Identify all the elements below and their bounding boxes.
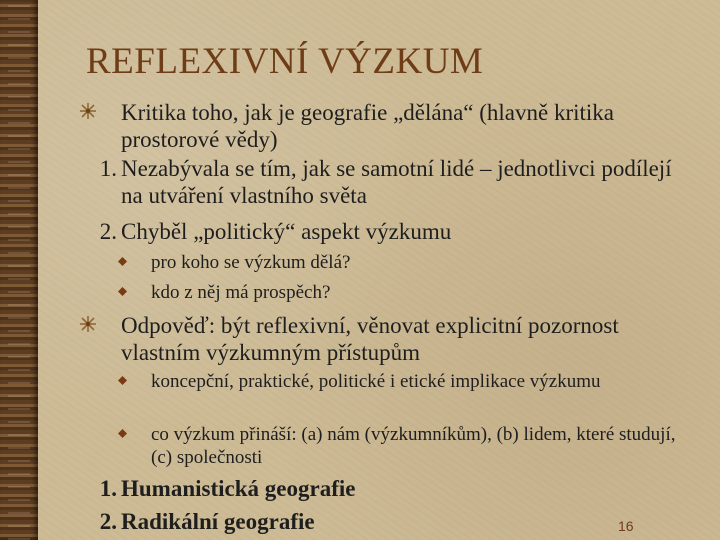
numbered-item-radical — [99, 508, 621, 535]
sub-bullet-text: kdo z něj má prospěch? — [151, 282, 331, 303]
list-marker: 2. — [99, 509, 117, 534]
diamond-bullet-icon — [118, 376, 127, 385]
numbered-item-1 — [99, 155, 681, 209]
list-marker: 2. — [99, 219, 117, 244]
list-marker: 1. — [99, 476, 117, 501]
diamond-bullet-icon — [118, 257, 127, 266]
bullet-text: Kritika toho, jak je geografie „dělána“ (hlavně kritika prostorové vědy) — [121, 100, 615, 152]
numbered-item-humanistic — [99, 475, 621, 502]
diamond-bullet-icon — [118, 429, 127, 438]
sub-bullet-item — [151, 281, 671, 304]
list-marker: 1. — [99, 156, 117, 181]
notebook-binding — [0, 0, 38, 540]
sub-bullet-text: koncepční, praktické, politické i etické implikace výzkumu — [151, 371, 601, 392]
sub-bullet-item — [151, 251, 671, 274]
bullet-item-criticism — [121, 99, 681, 153]
slide-title: REFLEXIVNÍ VÝZKUM — [86, 41, 484, 82]
bullet-text: Odpověď: být reflexivní, věnovat explicitní pozornost vlastním výzkumným přístupům — [121, 313, 619, 365]
sub-bullet-text: co výzkum přináší: (a) nám (výzkumníkům), (b) lidem, které studují, (c) společnosti — [151, 424, 676, 468]
star-bullet-icon — [79, 102, 97, 120]
star-bullet-icon — [79, 315, 97, 333]
sub-bullet-item — [151, 423, 696, 469]
bullet-item-answer — [121, 312, 641, 366]
sub-bullet-item — [151, 370, 651, 393]
numbered-text: Humanistická geografie — [121, 476, 356, 501]
diamond-bullet-icon — [118, 287, 127, 296]
numbered-text: Nezabývala se tím, jak se samotní lidé – jednotlivci podílejí na utváření vlastního světa — [121, 156, 672, 208]
numbered-text: Chyběl „politický“ aspekt výzkumu — [121, 219, 452, 244]
numbered-item-2 — [99, 218, 681, 245]
numbered-text: Radikální geografie — [121, 509, 315, 534]
page-number: 16 — [618, 518, 634, 534]
sub-bullet-text: pro koho se výzkum dělá? — [151, 252, 351, 273]
